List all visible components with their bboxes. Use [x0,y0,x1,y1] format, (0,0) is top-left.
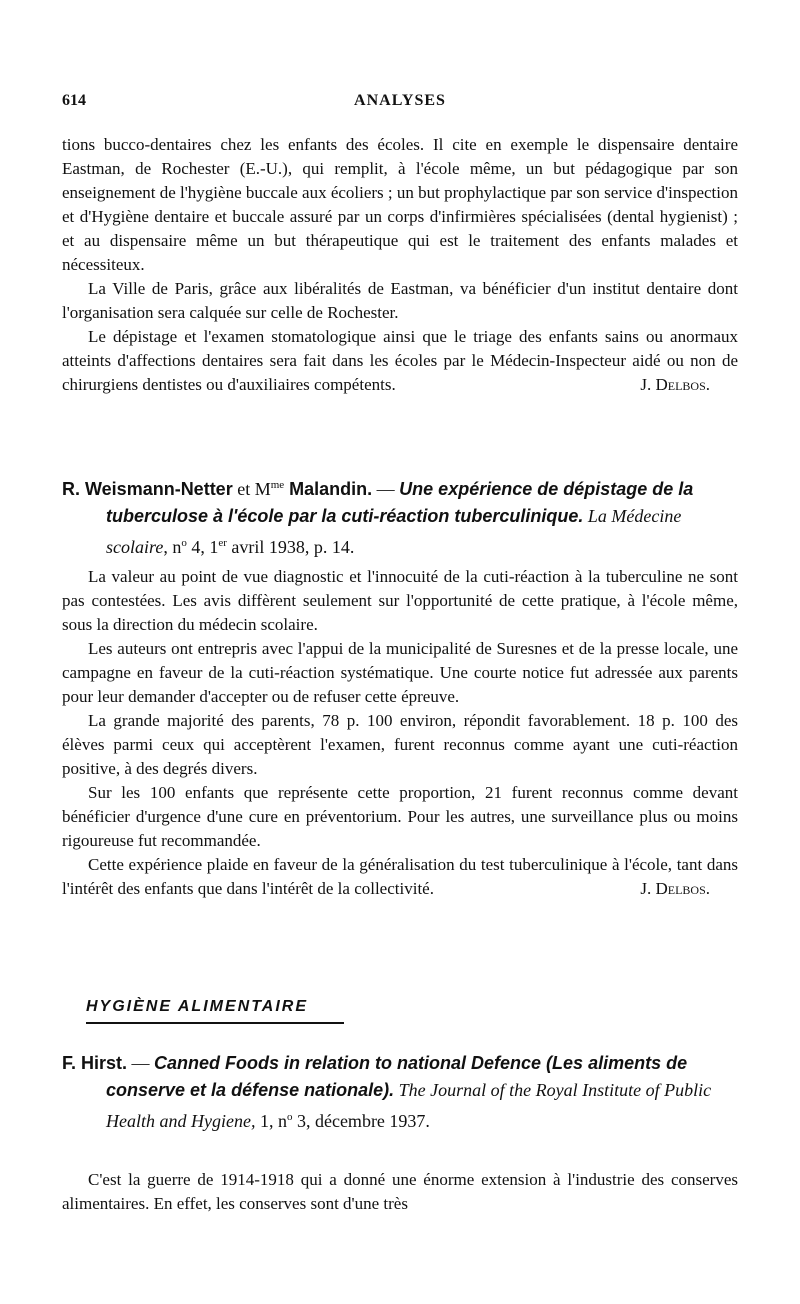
paragraph: Les auteurs ont entrepris avec l'appui de la municipalité de Suresnes et de la presse locale, une campagne en faveur de la cuti-réaction systématique. Une courte notice fut adressée aux parents pour leur demander d'accepter ou de refuser cette épreuve. [62,639,738,706]
review-text-tuberculin [62,565,738,901]
review-text-dental [62,133,738,397]
details: avril 1938, p. 14. [226,537,355,557]
section-rule [86,1022,344,1024]
reference-hirst [62,1050,738,1135]
details: 4, 1 [186,537,219,557]
paragraph: La valeur au point de vue diagnostic et l'innocuité de la cuti-réaction à la tuberculine ne sont pas contestées. Les avis diffèrent seulement sur l'opportunité de cette pratique, à l'école même, sous la direction du médecin scolaire. [62,567,738,634]
details: , n [163,537,182,557]
dash: — [127,1053,155,1073]
review-text-canned-foods [62,1168,738,1216]
author-name-2: Malandin. [284,479,373,499]
superscript: er [218,537,227,549]
signature: J. Delbos. [640,375,710,394]
paragraph: La grande majorité des parents, 78 p. 100 environ, répondit favorablement. 18 p. 100 des élèves parmi ceux qui acceptèrent l'examen, furent reconnus comme ayant une cuti-réaction positive, à des degrés divers. [62,711,738,778]
reference-entry [62,1050,738,1135]
dash: — [372,479,400,499]
journal-name: La Médecine scolaire [106,506,682,557]
paragraph [62,325,738,397]
paragraph: La Ville de Paris, grâce aux libéralités de Eastman, va bénéficier d'un institut dentaire dont l'organisation sera calquée sur celle de Rochester. [62,279,738,322]
author-name: F. Hirst. [62,1053,128,1073]
running-title: ANALYSES [354,92,446,109]
details: 1, n [255,1111,287,1131]
details: 3, décembre 1937. [292,1111,430,1131]
paragraph: Sur les 100 enfants que représente cette proportion, 21 furent reconnus comme devant bénéficier d'urgence d'une cure en préventorium. Pour les autres, une surveillance plus ou moins rigoureuse fut recommandée. [62,783,738,850]
paragraph: C'est la guerre de 1914-1918 qui a donné une énorme extension à l'industrie des conserves alimentaires. En effet, les conserves sont d'une très [62,1170,738,1213]
section-heading: HYGIÈNE ALIMENTAIRE [86,998,309,1015]
author-name: R. Weismann-Netter [62,479,233,499]
paragraph-text: Le dépistage et l'examen stomatologique ainsi que le triage des enfants sains ou anormaux atteints d'affections dentaires sera fait dans les écoles par le Médecin-Inspecteur aidé ou non de chirurgiens dentistes ou d'auxiliaires compétents. [62,327,738,394]
signature: J. Delbos. [640,879,710,898]
superscript: o [286,1111,293,1123]
superscript: me [270,479,285,491]
paragraph: tions bucco-dentaires chez les enfants des écoles. Il cite en exemple le dispensaire dentaire Eastman, de Rochester (E.-U.), qui remplit, à l'école même, un but pédagogique par son enseignement de l'hygiène buccale aux écoliers ; un but prophylactique par son service d'inspection et d'Hygiène dentaire et buccale assuré par un corps d'infirmières spécialisées (dental hygienist) ; et au dispensaire même un but thérapeutique qui est le traitement des enfants malades et nécessiteux. [62,135,738,274]
paragraph-text: Cette expérience plaide en faveur de la généralisation du test tuberculinique à l'école, tant dans l'intérêt des enfants que dans l'intérêt de la collectivité. [62,855,738,898]
paragraph [62,853,738,901]
reference-weismann [62,472,738,561]
journal-name: The Journal of the Royal Institute of Public Health and Hygiene, [106,1080,712,1131]
article-title: Canned Foods in relation to national Defence (Les aliments de conserve et la défense nationale). [106,1053,688,1100]
conjunction: et M [232,479,271,499]
page-number: 614 [62,92,86,109]
article-title: Une expérience de dépistage de la tuberculose à l'école par la cuti-réaction tuberculinique. [106,479,694,526]
reference-entry [62,472,738,561]
superscript: o [181,537,187,549]
page-header [62,92,738,116]
